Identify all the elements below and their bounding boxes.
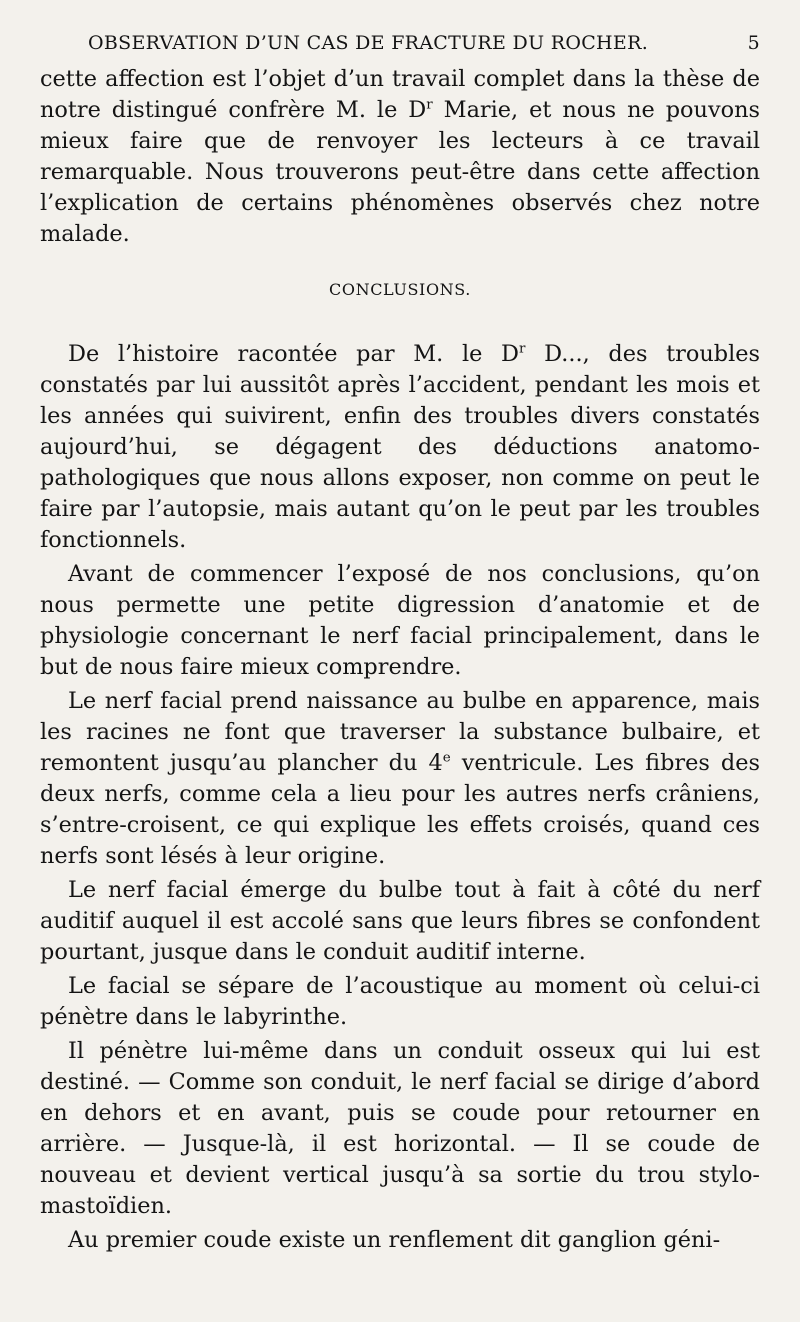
paragraph: Avant de commencer l’exposé de nos conclusions, qu’on nous permette une petite digression d’anatomie et de physiologie concernant le nerf facial principalement, dans le but de nous faire mieux comprendre. xyxy=(40,561,760,680)
paragraph: De l’histoire racontée par M. le $D^r$ D..., des troubles constatés par lui aussitôt après l’accident, pendant les mois et les années qui suivirent, enfin des troubles divers constatés aujourd’hui, se dégagent des déductions anatomo-pathologiques que nous allons exposer, non comme on peut le faire par l’autopsie, mais autant qu’on le peut par les troubles fonctionnels. xyxy=(40,341,761,553)
paragraph: cette affection est l’objet d’un travail complet dans la thèse de notre distingué confrère M. le $D^r$ Marie, et nous ne pouvons mieux faire que de renvoyer les lecteurs à ce travail remarquable. Nous trouverons peut-être dans cette affection l’explication de certains phénomènes observés chez notre malade. xyxy=(40,66,760,247)
paragraph: Au premier coude existe un renflement dit ganglion géni- xyxy=(68,1227,721,1253)
paragraph: Le facial se sépare de l’acoustique au moment où celui-ci pénètre dans le labyrinthe. xyxy=(40,973,760,1030)
paragraph: Le nerf facial prend naissance au bulbe en apparence, mais les racines ne font que traverser la substance bulbaire, et remontent jusqu’au plancher du 4e ventricule. Les fibres des deux nerfs, comme cela a lieu pour les autres nerfs crâniens, s’entre-croisent, ce qui explique les effets croisés, quand ces nerfs sont lésés à leur origine. xyxy=(40,688,760,869)
running-title: OBSERVATION D’UN CAS DE FRACTURE DU ROCHER. xyxy=(88,32,649,54)
page-number: 5 xyxy=(747,32,760,54)
paragraph: Il pénètre lui-même dans un conduit osseux qui lui est destiné. — Comme son conduit, le nerf facial se dirige d’abord en dehors et en avant, puis se coude pour retourner en arrière. — Jusque-là, il est horizontal. — Il se coude de nouveau et devient vertical jusqu’à sa sortie du trou stylo-mastoïdien. xyxy=(40,1038,760,1219)
paragraph: Le nerf facial émerge du bulbe tout à fait à côté du nerf auditif auquel il est accolé sans que leurs fibres se confondent pourtant, jusque dans le conduit auditif interne. xyxy=(40,877,760,965)
page-header xyxy=(40,30,760,64)
section-heading: CONCLUSIONS. xyxy=(329,280,471,299)
body-text xyxy=(40,64,760,1256)
